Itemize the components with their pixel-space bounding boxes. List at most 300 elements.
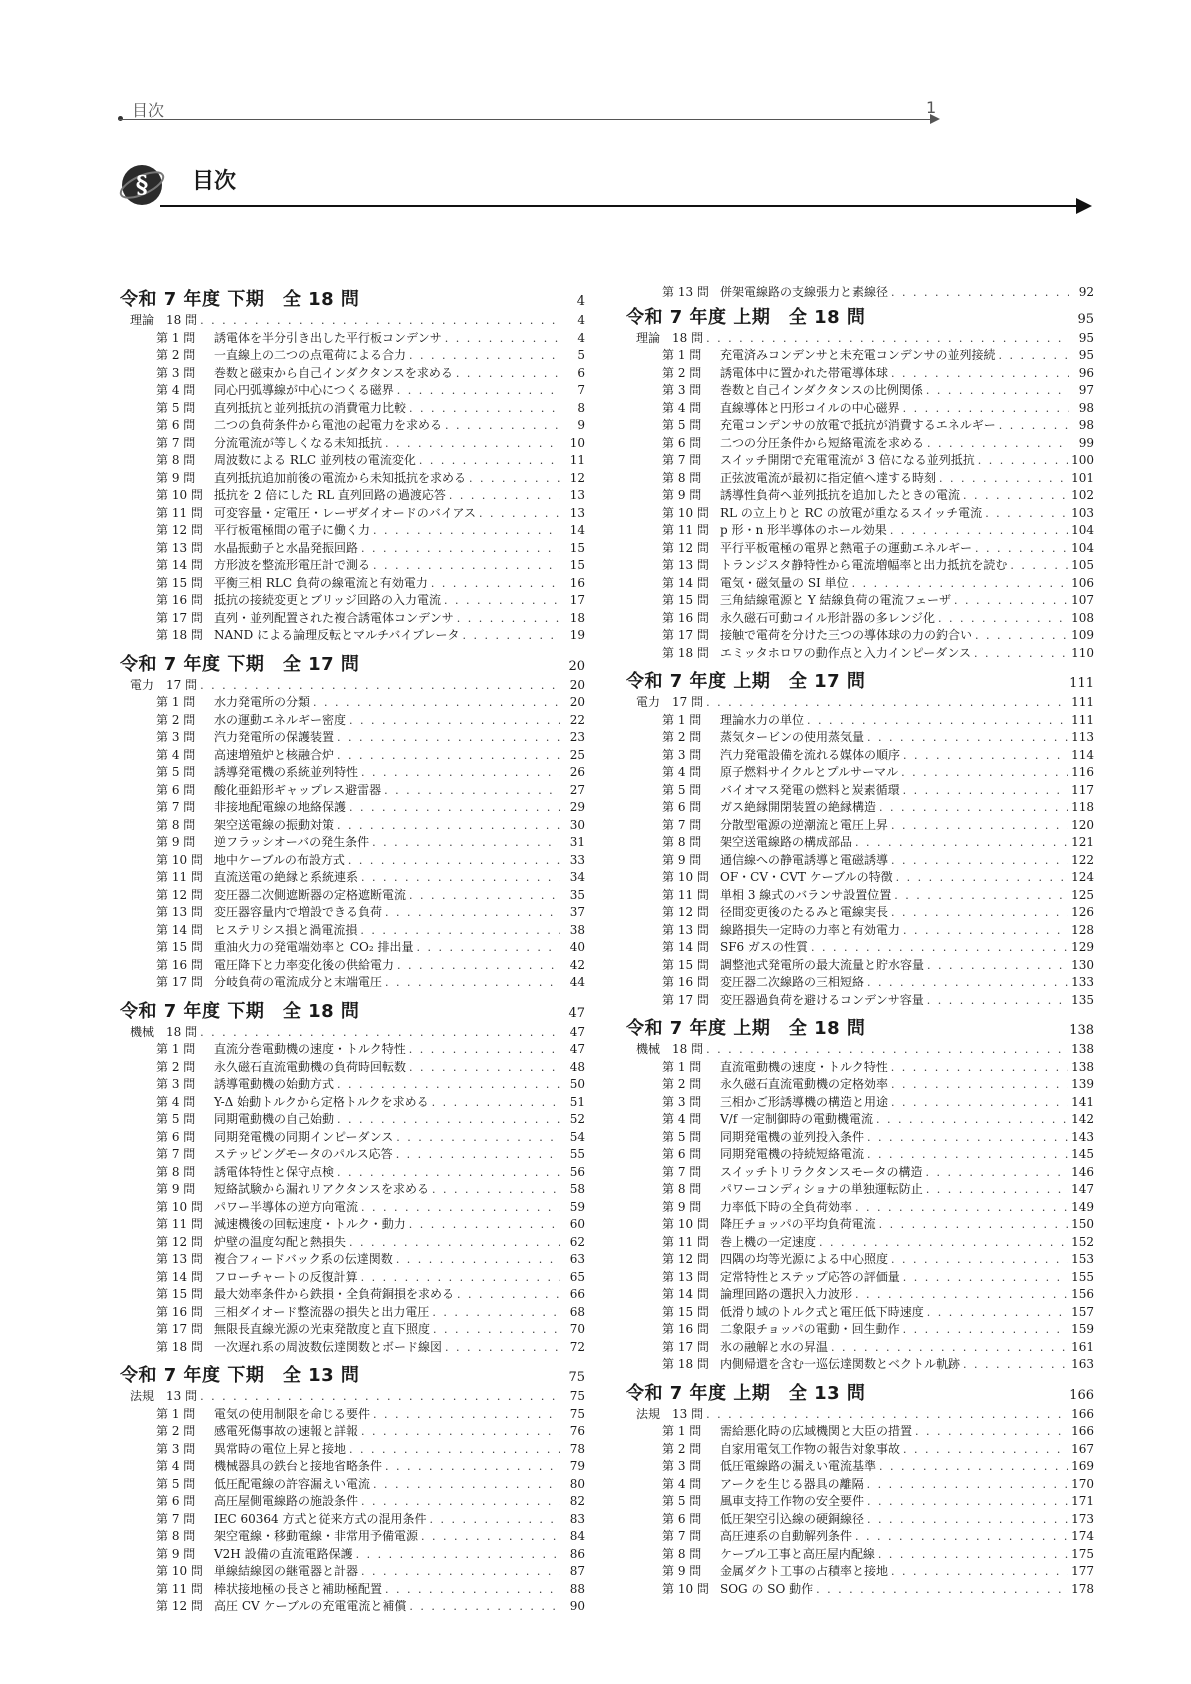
toc-entry[interactable]	[626, 1145, 1094, 1163]
toc-leader	[430, 1513, 561, 1526]
toc-entry-page: 163	[1071, 1357, 1094, 1371]
toc-entry-page: 145	[1071, 1147, 1094, 1161]
toc-entry-number: 第 9 問	[156, 1546, 196, 1561]
toc-entry-page: 60	[569, 1217, 585, 1231]
toc-leader	[891, 906, 1068, 919]
toc-leader	[963, 489, 1068, 502]
toc-entry-number: 第 4 問	[156, 747, 196, 762]
toc-entry[interactable]	[626, 956, 1094, 974]
toc-entry-page: 102	[1071, 488, 1094, 502]
section-logo-icon	[118, 160, 168, 210]
toc-entry-number: 第 1 問	[156, 1042, 196, 1056]
toc-leader	[927, 1306, 1068, 1319]
toc-entry[interactable]	[626, 486, 1094, 504]
toc-entry[interactable]	[626, 938, 1094, 956]
toc-entry-number: 第 16 問	[156, 1304, 203, 1319]
toc-leader	[927, 959, 1068, 972]
toc-entry[interactable]	[626, 868, 1094, 886]
toc-entry[interactable]	[626, 1250, 1094, 1268]
toc-entry[interactable]	[120, 1422, 585, 1440]
toc-leader	[867, 1478, 1068, 1491]
toc-entry-title: 直列抵抗追加前後の電流から未知抵抗を求める	[214, 470, 467, 485]
toc-entry-number: 第 9 問	[156, 835, 196, 849]
toc-entry-page: 29	[569, 800, 585, 814]
toc-entry[interactable]	[120, 329, 585, 347]
toc-entry[interactable]	[120, 1545, 585, 1563]
toc-entry-page: 155	[1071, 1269, 1094, 1284]
toc-entry[interactable]	[626, 626, 1094, 644]
toc-entry[interactable]	[120, 1250, 585, 1268]
toc-entry-number: 第 17 問	[156, 610, 203, 625]
toc-entry[interactable]	[626, 1110, 1094, 1128]
toc-entry-page: 126	[1071, 905, 1094, 919]
toc-entry-number: 第 2 問	[662, 730, 702, 744]
toc-entry[interactable]	[120, 364, 585, 382]
toc-entry[interactable]	[626, 1422, 1094, 1440]
toc-entry[interactable]	[120, 556, 585, 574]
toc-entry-number: 第 17 問	[662, 992, 709, 1007]
toc-entry-title: 直列抵抗と並列抵抗の消費電力比較	[214, 400, 407, 415]
toc-entry-page: 116	[1071, 765, 1094, 779]
toc-entry[interactable]	[626, 1355, 1094, 1373]
toc-entry[interactable]	[626, 469, 1094, 487]
toc-entry-number: 第 17 問	[662, 1339, 709, 1354]
toc-entry[interactable]	[626, 746, 1094, 764]
toc-entry[interactable]	[120, 346, 585, 364]
toc-entry[interactable]	[120, 469, 585, 487]
toc-entry[interactable]	[120, 833, 585, 851]
toc-entry[interactable]	[626, 1320, 1094, 1338]
toc-entry-number: 第 8 問	[662, 470, 702, 485]
toc-entry[interactable]	[120, 1338, 585, 1356]
toc-entry[interactable]	[626, 886, 1094, 904]
toc-entry[interactable]	[120, 1110, 585, 1128]
toc-section-title: 令和 7 年度 上期 全 18 問	[626, 306, 866, 328]
toc-entry-page: 72	[569, 1339, 585, 1354]
toc-entry[interactable]	[120, 451, 585, 469]
toc-entry[interactable]	[120, 609, 585, 627]
toc-subject[interactable]	[120, 676, 585, 694]
toc-entry[interactable]	[120, 1198, 585, 1216]
toc-leader	[999, 349, 1069, 362]
toc-section	[120, 650, 585, 991]
toc-entry[interactable]	[120, 868, 585, 886]
toc-entry[interactable]	[626, 1128, 1094, 1146]
toc-section-heading[interactable]	[120, 1361, 585, 1387]
toc-entry-title: 巻数と自己インダクタンスの比例関係	[720, 383, 923, 397]
toc-entry-page: 108	[1071, 610, 1094, 625]
toc-leader	[463, 629, 560, 642]
toc-entry-number: 第 12 問	[662, 905, 709, 919]
toc-entry[interactable]	[120, 1457, 585, 1475]
toc-section-heading[interactable]	[626, 1379, 1094, 1405]
toc-entry-page: 38	[569, 922, 585, 937]
toc-entry[interactable]	[626, 1093, 1094, 1111]
toc-entry-page: 104	[1071, 523, 1094, 537]
toc-entry[interactable]	[626, 399, 1094, 417]
header-rule	[118, 119, 936, 120]
toc-entry-title: 接触で電荷を分けた三つの導体球の力の釣合い	[720, 628, 973, 642]
toc-entry-number: 第 18 問	[662, 1357, 709, 1371]
toc-entry-number: 第 10 問	[156, 1564, 203, 1578]
toc-entry-title: 永久磁石直流電動機の負荷時回転数	[214, 1059, 407, 1074]
toc-section	[120, 1361, 585, 1615]
toc-leader	[409, 1218, 560, 1231]
toc-leader	[449, 489, 560, 502]
toc-entry-title: パワーコンディショナの単独運転防止	[720, 1182, 923, 1196]
toc-entry-page: 110	[1071, 645, 1094, 660]
toc-section-page: 166	[1069, 1387, 1094, 1403]
toc-entry[interactable]	[120, 1440, 585, 1458]
toc-entry-title: 水の運動エネルギー密度	[214, 712, 347, 727]
toc-entry[interactable]	[626, 816, 1094, 834]
toc-entry[interactable]	[626, 1303, 1094, 1321]
toc-entry-page: 150	[1071, 1217, 1094, 1231]
toc-entry-page: 30	[569, 817, 585, 832]
toc-entry-page: 70	[569, 1322, 585, 1336]
toc-entry[interactable]	[120, 781, 585, 799]
toc-entry[interactable]	[626, 1058, 1094, 1076]
toc-entry[interactable]	[120, 1580, 585, 1598]
toc-entry[interactable]	[626, 434, 1094, 452]
toc-entry-number: 第 2 問	[156, 1424, 196, 1438]
toc-subject[interactable]	[626, 329, 1094, 347]
toc-section-page: 75	[568, 1370, 585, 1385]
toc-entry-number: 第 17 問	[156, 1322, 203, 1336]
toc-section-heading[interactable]	[626, 1014, 1094, 1040]
toc-entry[interactable]	[626, 1492, 1094, 1510]
toc-leader	[999, 419, 1069, 432]
toc-subject[interactable]	[120, 1387, 585, 1405]
toc-entry-page: 52	[569, 1112, 585, 1126]
toc-entry[interactable]	[120, 693, 585, 711]
toc-entry[interactable]	[626, 1580, 1094, 1598]
toc-entry[interactable]	[626, 644, 1094, 662]
toc-entry[interactable]	[626, 991, 1094, 1009]
toc-entry-number: 第 5 問	[662, 1494, 702, 1508]
toc-entry-title: 力率低下時の全負荷効率	[720, 1199, 853, 1214]
toc-entry[interactable]	[120, 1233, 585, 1251]
toc-entry[interactable]	[120, 486, 585, 504]
toc-entry[interactable]	[626, 851, 1094, 869]
toc-entry-number: 第 13 問	[662, 285, 709, 299]
toc-entry[interactable]	[626, 921, 1094, 939]
toc-leader	[349, 714, 560, 727]
toc-leader	[975, 542, 1068, 555]
toc-entry[interactable]	[626, 1510, 1094, 1528]
toc-entry-page: 170	[1071, 1476, 1094, 1491]
toc-entry-number: 第 14 問	[662, 575, 709, 590]
toc-entry-page: 48	[569, 1059, 585, 1074]
toc-leader	[890, 524, 1068, 537]
toc-entry-page: 96	[1078, 365, 1094, 380]
toc-entry-title: 単線結線図の継電器と計器	[214, 1564, 359, 1578]
toc-entry-page: 142	[1071, 1112, 1094, 1126]
toc-leader	[409, 1600, 560, 1613]
toc-entry[interactable]	[120, 1163, 585, 1181]
toc-entry[interactable]	[120, 816, 585, 834]
toc-entry[interactable]	[120, 746, 585, 764]
toc-entry[interactable]	[626, 763, 1094, 781]
toc-entry[interactable]	[626, 1562, 1094, 1580]
toc-section-heading[interactable]	[120, 650, 585, 676]
toc-entry[interactable]	[120, 1562, 585, 1580]
toc-entry[interactable]	[626, 381, 1094, 399]
toc-section	[120, 285, 585, 644]
toc-entry-title: 誘電体中に置かれた帯電導体球	[720, 365, 889, 380]
toc-entry-number: 第 10 問	[156, 1199, 203, 1214]
toc-entry-number: 第 8 問	[156, 817, 196, 832]
toc-entry-page: 143	[1071, 1129, 1094, 1144]
toc-entry-page: 156	[1071, 1287, 1094, 1301]
toc-entry[interactable]	[626, 1268, 1094, 1286]
toc-leader	[903, 784, 1068, 797]
toc-entry-title: 理論水力の単位	[720, 712, 805, 727]
toc-leader	[396, 1148, 560, 1161]
toc-entry[interactable]	[626, 973, 1094, 991]
toc-entry-title: 低圧電線路の漏えい電流基準	[720, 1459, 877, 1473]
toc-entry[interactable]	[120, 591, 585, 609]
toc-entry[interactable]	[120, 574, 585, 592]
toc-entry-page: 18	[569, 610, 585, 625]
toc-entry[interactable]	[626, 1075, 1094, 1093]
toc-entry-number: 第 6 問	[156, 782, 196, 797]
toc-entry-title: 永久磁石直流電動機の定格効率	[720, 1077, 889, 1091]
toc-entry-title: 二つの負荷条件から電池の起電力を求める	[214, 418, 443, 432]
toc-entry-title: 正弦波電流が最初に指定値へ達する時刻	[720, 470, 937, 485]
toc-entry[interactable]	[120, 1303, 585, 1321]
toc-leader	[891, 367, 1069, 380]
toc-entry-title: 酸化亜鉛形ギャップレス避雷器	[214, 782, 382, 797]
toc-leader	[891, 819, 1068, 832]
toc-entry-page: 55	[569, 1147, 585, 1161]
toc-section-heading[interactable]	[120, 997, 585, 1023]
toc-entry[interactable]	[626, 1215, 1094, 1233]
toc-entry-page: 62	[569, 1234, 585, 1249]
toc-leader	[433, 1323, 560, 1336]
toc-entry-title: スイッチトリラクタンスモータの構造	[720, 1164, 923, 1179]
toc-entry[interactable]	[626, 416, 1094, 434]
toc-entry[interactable]	[120, 1093, 585, 1111]
toc-entry[interactable]	[626, 1545, 1094, 1563]
toc-entry[interactable]	[626, 1527, 1094, 1545]
toc-entry[interactable]	[120, 1268, 585, 1286]
toc-entry[interactable]	[626, 539, 1094, 557]
toc-entry-number: 第 15 問	[156, 575, 203, 590]
toc-subject[interactable]	[120, 1023, 585, 1041]
toc-entry[interactable]	[120, 711, 585, 729]
toc-entry-number: 第 1 問	[662, 1059, 702, 1074]
toc-entry-title: 逆フラッシオーバの発生条件	[214, 835, 370, 849]
toc-entry[interactable]	[120, 1058, 585, 1076]
toc-entry[interactable]	[120, 921, 585, 939]
toc-leader	[927, 994, 1068, 1007]
toc-entry[interactable]	[120, 399, 585, 417]
toc-entry-title: 直列・並列配置された複合誘電体コンデンサ	[214, 610, 454, 625]
toc-entry[interactable]	[626, 521, 1094, 539]
toc-entry-number: 第 13 問	[156, 1252, 203, 1266]
toc-entry[interactable]	[120, 504, 585, 522]
toc-entry[interactable]	[120, 1180, 585, 1198]
toc-entry-title: 定常特性とステップ応答の評価量	[720, 1269, 900, 1284]
toc-entry-title: 平行板電極間の電子に働く力	[214, 523, 371, 537]
toc-entry[interactable]	[626, 903, 1094, 921]
toc-entry[interactable]	[626, 591, 1094, 609]
toc-entry-page: 167	[1071, 1441, 1094, 1456]
toc-leader	[396, 1253, 560, 1266]
toc-entry[interactable]	[626, 833, 1094, 851]
toc-section-heading[interactable]	[626, 303, 1094, 329]
toc-entry[interactable]	[626, 1475, 1094, 1493]
toc-entry[interactable]	[120, 434, 585, 452]
toc-entry-title: 直流電動機の速度・トルク特性	[720, 1059, 888, 1074]
toc-subject[interactable]	[626, 1405, 1094, 1423]
toc-leader	[894, 889, 1068, 902]
toc-subject[interactable]	[626, 693, 1094, 711]
toc-entry-title: 充電コンデンサの放電で抵抗が消費するエネルギー	[720, 418, 996, 432]
toc-entry[interactable]	[626, 609, 1094, 627]
toc-entry[interactable]	[626, 1457, 1094, 1475]
toc-entry-title: ガス絶縁開閉装置の絶縁構造	[720, 800, 877, 814]
toc-entry-number: 第 9 問	[662, 1199, 702, 1214]
toc-entry[interactable]	[120, 1510, 585, 1528]
toc-entry[interactable]	[626, 556, 1094, 574]
toc-entry[interactable]	[120, 903, 585, 921]
toc-entry-page: 98	[1078, 400, 1094, 415]
toc-subject-page: 138	[1071, 1042, 1094, 1056]
toc-entry-page: 175	[1071, 1546, 1094, 1561]
toc-entry[interactable]	[626, 798, 1094, 816]
toc-entry-page: 54	[569, 1129, 585, 1144]
toc-entry-number: 第 9 問	[156, 470, 196, 485]
toc-entry[interactable]	[626, 1233, 1094, 1251]
toc-entry[interactable]	[120, 956, 585, 974]
toc-entry[interactable]	[626, 728, 1094, 746]
toc-section-heading[interactable]	[120, 285, 585, 311]
toc-entry-page: 135	[1071, 992, 1094, 1007]
toc-entry-title: 原子燃料サイクルとプルサーマル	[720, 765, 899, 779]
toc-entry[interactable]	[626, 711, 1094, 729]
toc-entry-title: 四隅の均等光源による中心照度	[720, 1252, 889, 1266]
toc-leader	[469, 472, 560, 485]
toc-leader	[867, 1131, 1068, 1144]
toc-entry[interactable]	[120, 973, 585, 991]
toc-entry-number: 第 4 問	[156, 1094, 196, 1109]
toc-entry-page: 139	[1071, 1077, 1094, 1091]
toc-entry[interactable]	[120, 521, 585, 539]
toc-entry[interactable]	[120, 1527, 585, 1545]
toc-entry-number: 第 6 問	[662, 1147, 702, 1161]
toc-entry-page: 113	[1071, 730, 1094, 744]
toc-entry[interactable]	[120, 1285, 585, 1303]
toc-entry[interactable]	[626, 1338, 1094, 1356]
toc-entry-title: V2H 設備の直流電路保護	[214, 1546, 353, 1561]
toc-section-heading[interactable]	[626, 667, 1094, 693]
toc-entry-page: 19	[569, 628, 585, 642]
toc-leader	[926, 384, 1069, 397]
toc-entry-number: 第 3 問	[156, 365, 196, 380]
toc-entry[interactable]	[626, 451, 1094, 469]
toc-leader	[867, 731, 1068, 744]
toc-entry[interactable]	[120, 1597, 585, 1615]
toc-entry-page: 68	[569, 1304, 585, 1319]
toc-entry-number: 第 12 問	[156, 887, 203, 902]
toc-leader	[372, 836, 560, 849]
toc-entry-page: 152	[1071, 1234, 1094, 1249]
toc-entry[interactable]	[120, 1040, 585, 1058]
toc-right-column	[626, 283, 1094, 1603]
toc-entry[interactable]	[120, 416, 585, 434]
toc-entry[interactable]	[120, 1405, 585, 1423]
toc-entry[interactable]	[120, 1145, 585, 1163]
toc-entry[interactable]	[626, 346, 1094, 364]
toc-entry-number: 第 2 問	[662, 365, 702, 380]
toc-entry-page: 117	[1071, 782, 1094, 797]
toc-entry-number: 第 15 問	[156, 1287, 203, 1301]
toc-entry[interactable]	[120, 763, 585, 781]
toc-entry[interactable]	[120, 798, 585, 816]
toc-entry-title: 内側帰還を含む一巡伝達関数とベクトル軌跡	[720, 1357, 961, 1371]
toc-entry-number: 第 1 問	[662, 712, 702, 727]
toc-entry[interactable]	[626, 1163, 1094, 1181]
toc-leader	[419, 454, 560, 467]
toc-subject[interactable]	[120, 311, 585, 329]
toc-leader	[200, 679, 560, 692]
toc-entry[interactable]	[120, 381, 585, 399]
toc-entry[interactable]	[120, 1492, 585, 1510]
toc-entry[interactable]	[120, 938, 585, 956]
toc-entry-title: スイッチ開閉で充電電流が 3 倍になる並列抵抗	[720, 453, 975, 467]
toc-entry[interactable]	[120, 1475, 585, 1493]
toc-entry-title: 非接地配電線の地絡保護	[214, 800, 347, 814]
toc-entry[interactable]	[626, 1198, 1094, 1216]
toc-entry-title: 方形波を整流形電圧計で測る	[214, 558, 371, 572]
toc-entry[interactable]	[626, 1180, 1094, 1198]
toc-entry[interactable]	[626, 364, 1094, 382]
toc-entry[interactable]	[626, 283, 1094, 301]
toc-entry[interactable]	[120, 626, 585, 644]
toc-entry-number: 第 5 問	[156, 1476, 196, 1491]
toc-entry[interactable]	[626, 574, 1094, 592]
toc-entry[interactable]	[120, 1320, 585, 1338]
toc-entry-title: 自家用電気工作物の報告対象事故	[720, 1441, 901, 1456]
toc-entry-number: 第 3 問	[156, 1441, 196, 1456]
toc-entry-title: 地中ケーブルの布設方式	[214, 852, 345, 867]
toc-entry[interactable]	[120, 1075, 585, 1093]
toc-entry-title: アークを生じる器具の離隔	[720, 1476, 864, 1491]
toc-entry[interactable]	[120, 886, 585, 904]
toc-entry[interactable]	[120, 851, 585, 869]
toc-entry-title: 水力発電所の分類	[214, 695, 311, 709]
toc-entry[interactable]	[120, 1215, 585, 1233]
toc-entry[interactable]	[626, 1285, 1094, 1303]
toc-leader	[855, 836, 1068, 849]
toc-subject[interactable]	[626, 1040, 1094, 1058]
toc-entry-title: 低圧架空引込線の硬銅線径	[720, 1511, 865, 1526]
toc-entry[interactable]	[120, 728, 585, 746]
toc-subject-page: 166	[1071, 1406, 1094, 1421]
toc-entry-title: 電気の使用制限を命じる要件	[214, 1406, 371, 1421]
toc-entry[interactable]	[626, 504, 1094, 522]
toc-entry-number: 第 7 問	[662, 817, 702, 832]
toc-entry[interactable]	[120, 539, 585, 557]
toc-entry-title: RL の立上りと RC の放電が重なるスイッチ電流	[720, 505, 983, 520]
toc-entry-title: 径間変更後のたるみと電線実長	[720, 905, 889, 919]
toc-entry[interactable]	[626, 1440, 1094, 1458]
toc-entry[interactable]	[626, 781, 1094, 799]
toc-entry[interactable]	[120, 1128, 585, 1146]
toc-entry-number: 第 11 問	[156, 1217, 203, 1231]
